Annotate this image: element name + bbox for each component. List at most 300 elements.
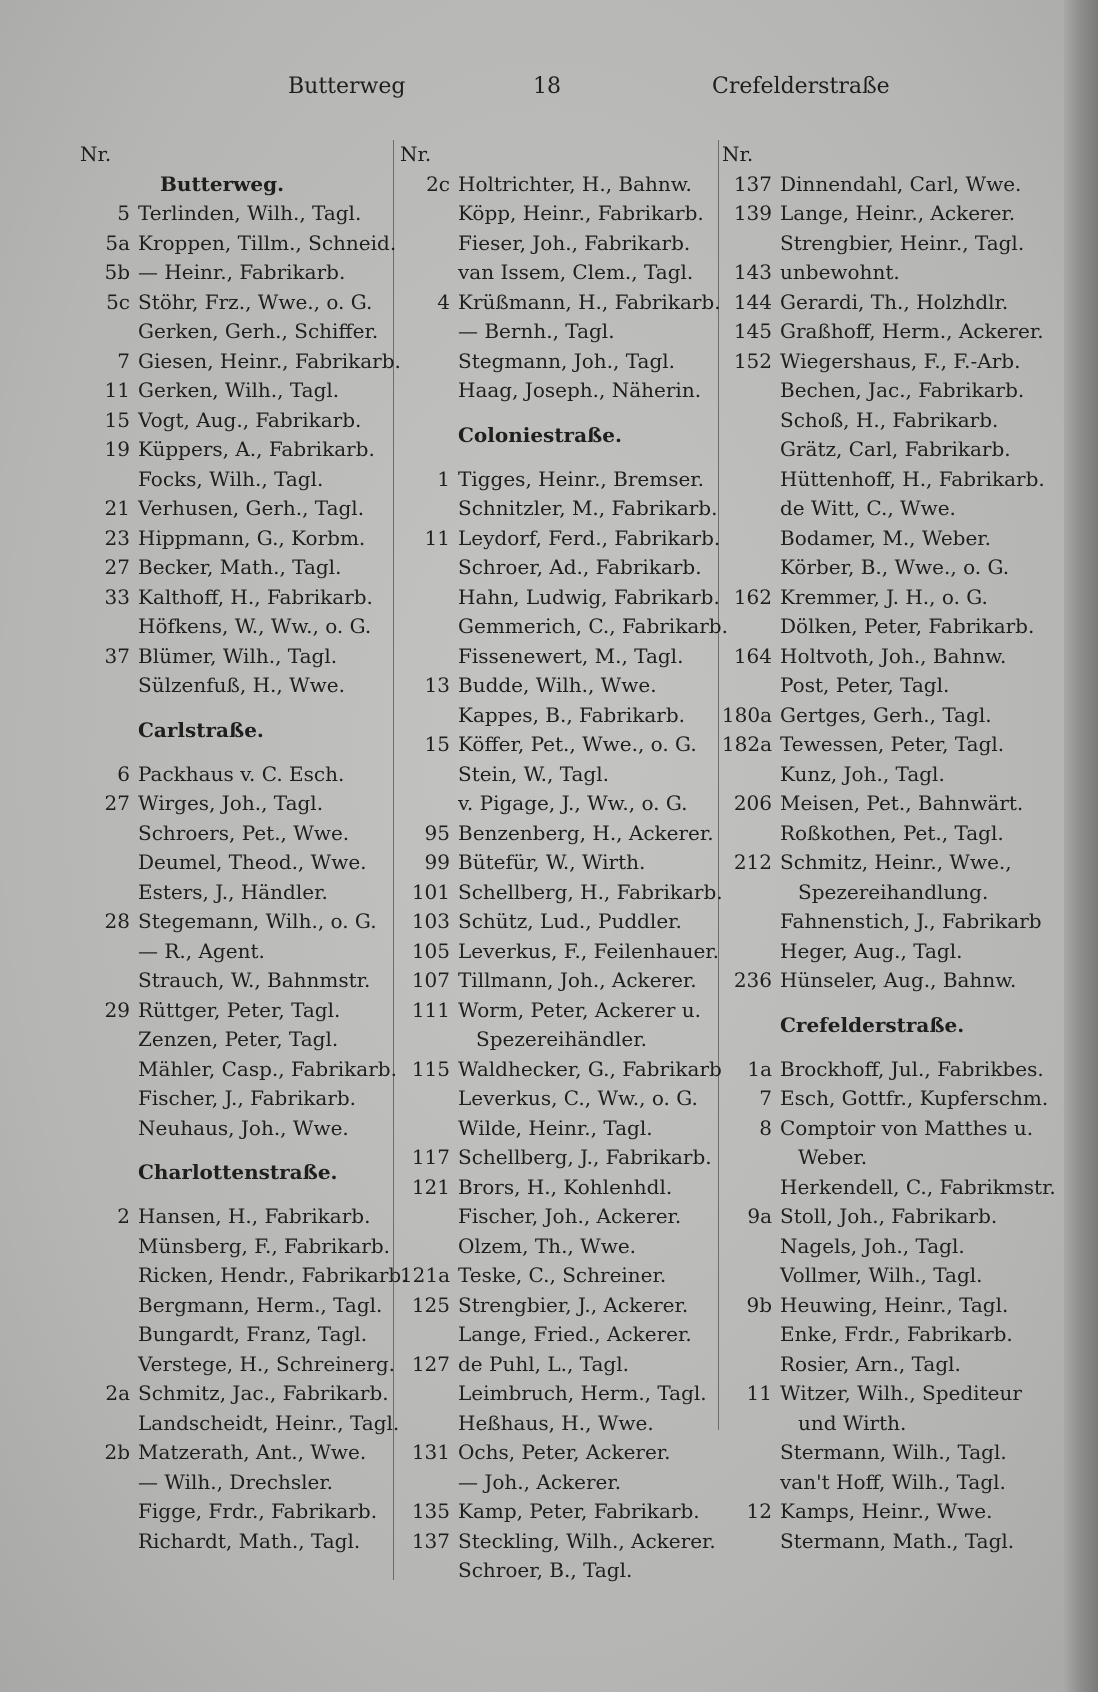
resident-entry <box>398 1261 710 1291</box>
resident-text: Kamp, Peter, Fabrikarb. <box>458 1499 700 1523</box>
street-heading: Butterweg. <box>160 171 285 196</box>
house-number: 137 <box>733 171 772 196</box>
resident-entry <box>78 258 388 288</box>
resident-text: — Heinr., Fabrikarb. <box>138 260 346 284</box>
resident-entry <box>720 966 1050 996</box>
resident-entry <box>78 1527 388 1557</box>
house-number <box>78 937 138 967</box>
nr-column-label: Nr. <box>722 142 754 166</box>
house-number: 11 <box>424 525 450 550</box>
house-number: 212 <box>733 850 772 874</box>
resident-entry <box>720 199 1050 229</box>
resident-text: Witzer, Wilh., Spediteur <box>780 1381 1022 1405</box>
house-number <box>720 524 780 554</box>
resident-entry <box>78 1025 388 1055</box>
resident-entry <box>398 494 718 524</box>
resident-entry <box>720 848 1050 878</box>
house-number: 115 <box>411 1056 450 1081</box>
resident-entry <box>78 819 388 849</box>
house-number: 121a <box>399 1263 450 1287</box>
resident-entry <box>398 317 710 347</box>
house-number <box>398 494 458 524</box>
resident-entry <box>398 524 721 554</box>
house-number: 5c <box>106 289 130 314</box>
resident-entry <box>720 435 1050 465</box>
resident-text: Grätz, Carl, Fabrikarb. <box>780 437 1011 461</box>
house-number <box>398 1202 458 1232</box>
resident-entry <box>398 1379 710 1409</box>
house-number <box>720 760 780 790</box>
resident-text: Bodamer, M., Weber. <box>780 525 992 550</box>
resident-entry <box>720 1379 1050 1409</box>
house-number <box>398 1379 458 1409</box>
house-number: 21 <box>104 496 130 520</box>
resident-entry <box>398 199 710 229</box>
house-number: 23 <box>104 525 130 550</box>
house-number <box>78 1468 138 1498</box>
house-number <box>720 1468 780 1498</box>
house-number <box>78 966 138 996</box>
resident-text: Stegemann, Wilh., o. G. <box>138 909 377 933</box>
house-number <box>398 701 458 731</box>
house-number <box>78 612 138 642</box>
resident-entry <box>78 465 388 495</box>
resident-entry <box>78 583 388 613</box>
resident-entry <box>398 583 720 613</box>
house-number: 12 <box>746 1499 772 1523</box>
resident-entry <box>720 583 1050 613</box>
resident-text: Vollmer, Wilh., Tagl. <box>780 1263 983 1287</box>
house-number <box>78 1084 138 1114</box>
house-number <box>720 1261 780 1291</box>
resident-text: Tewessen, Peter, Tagl. <box>780 732 1005 756</box>
resident-entry <box>78 1261 408 1291</box>
house-number: 152 <box>733 348 772 373</box>
house-number: 1a <box>747 1056 772 1081</box>
resident-text: Heuwing, Heinr., Tagl. <box>780 1292 1009 1317</box>
resident-text: de Puhl, L., Tagl. <box>458 1351 629 1376</box>
resident-entry <box>398 288 721 318</box>
resident-entry <box>398 1291 710 1321</box>
house-number: 15 <box>424 732 450 756</box>
resident-text: — Wilh., Drechsler. <box>138 1469 334 1494</box>
house-number <box>398 553 458 583</box>
house-number <box>78 1350 138 1380</box>
resident-text: Waldhecker, G., Fabrikarb <box>458 1056 722 1081</box>
resident-text: und Wirth. <box>798 1410 907 1435</box>
house-number: 28 <box>104 909 130 933</box>
resident-text: Dölken, Peter, Fabrikarb. <box>780 614 1035 638</box>
resident-entry <box>720 1438 1050 1468</box>
resident-text: Stöhr, Frz., Wwe., o. G. <box>138 289 373 314</box>
house-number <box>78 819 138 849</box>
resident-entry <box>78 317 388 347</box>
house-number: 6 <box>117 761 130 786</box>
resident-text: Tigges, Heinr., Bremser. <box>458 466 705 491</box>
house-number: 105 <box>411 938 450 963</box>
house-number: 27 <box>104 791 130 815</box>
resident-entry <box>78 907 388 937</box>
house-number <box>78 848 138 878</box>
header-left-street: Butterweg <box>288 74 406 99</box>
resident-text: Lange, Fried., Ackerer. <box>458 1322 692 1346</box>
resident-text: Fieser, Joh., Fabrikarb. <box>458 230 691 255</box>
house-number: 11 <box>104 378 130 402</box>
house-number <box>398 1232 458 1262</box>
resident-text: Focks, Wilh., Tagl. <box>138 466 324 491</box>
resident-text: Gertges, Gerh., Tagl. <box>780 702 992 727</box>
house-number: 101 <box>411 879 450 904</box>
resident-text: unbewohnt. <box>780 260 900 284</box>
resident-entry <box>720 819 1050 849</box>
resident-text: van't Hoff, Wilh., Tagl. <box>780 1469 1006 1494</box>
resident-entry <box>720 760 1050 790</box>
resident-text: Worm, Peter, Ackerer u. <box>458 997 701 1022</box>
resident-text: Richardt, Math., Tagl. <box>138 1528 361 1553</box>
resident-text: Kremmer, J. H., o. G. <box>780 584 988 609</box>
house-number <box>398 583 458 613</box>
resident-text: Körber, B., Wwe., o. G. <box>780 555 1010 579</box>
resident-text: Mähler, Casp., Fabrikarb. <box>138 1056 397 1081</box>
resident-text: Münsberg, F., Fabrikarb. <box>138 1233 391 1258</box>
house-number: 2c <box>426 171 450 196</box>
house-number: 95 <box>424 820 450 845</box>
resident-entry <box>398 1497 710 1527</box>
resident-text: Fischer, J., Fabrikarb. <box>138 1086 357 1110</box>
resident-text: Weber. <box>798 1145 868 1169</box>
resident-text: Olzem, Th., Wwe. <box>458 1233 637 1258</box>
resident-text: Stein, W., Tagl. <box>458 761 609 786</box>
resident-text: Gerken, Wilh., Tagl. <box>138 378 340 402</box>
house-number: 135 <box>411 1499 450 1523</box>
resident-entry <box>78 642 388 672</box>
street-heading: Crefelderstraße. <box>780 1012 965 1037</box>
house-number <box>720 612 780 642</box>
resident-text: Bechen, Jac., Fabrikarb. <box>780 378 1025 402</box>
resident-entry <box>720 553 1050 583</box>
resident-text: Budde, Wilh., Wwe. <box>458 673 657 697</box>
resident-entry <box>720 671 1050 701</box>
house-number <box>78 1291 138 1321</box>
resident-text: Enke, Frdr., Fabrikarb. <box>780 1322 1013 1346</box>
resident-text: Giesen, Heinr., Fabrikarb. <box>138 348 401 373</box>
resident-entry <box>720 1202 1050 1232</box>
resident-entry <box>720 494 1050 524</box>
nr-column-label: Nr. <box>400 142 432 166</box>
resident-entry <box>78 1438 388 1468</box>
house-number <box>398 612 458 642</box>
house-number <box>720 1409 780 1439</box>
resident-entry <box>78 1114 388 1144</box>
resident-text: Fischer, Joh., Ackerer. <box>458 1204 682 1228</box>
resident-entry <box>720 642 1050 672</box>
house-number <box>78 465 138 495</box>
house-number: 99 <box>424 850 450 874</box>
resident-entry <box>398 966 710 996</box>
resident-text: Fahnenstich, J., Fabrikarb <box>780 909 1042 933</box>
house-number: 7 <box>759 1086 772 1110</box>
resident-text: Strengbier, Heinr., Tagl. <box>780 230 1025 255</box>
resident-text: Meisen, Pet., Bahnwärt. <box>780 791 1024 815</box>
resident-text: — Joh., Ackerer. <box>458 1469 622 1494</box>
house-number: 145 <box>733 319 772 343</box>
resident-entry <box>720 1497 1050 1527</box>
house-number <box>720 435 780 465</box>
resident-text: Blümer, Wilh., Tagl. <box>138 643 338 668</box>
resident-text: Wilde, Heinr., Tagl. <box>458 1115 653 1140</box>
house-number <box>720 465 780 495</box>
resident-entry <box>398 1114 710 1144</box>
house-number: 27 <box>104 555 130 579</box>
resident-text: Deumel, Theod., Wwe. <box>138 850 367 874</box>
house-number: 29 <box>104 997 130 1022</box>
house-number <box>398 258 458 288</box>
resident-text: Stermann, Math., Tagl. <box>780 1528 1015 1553</box>
resident-entry <box>78 199 388 229</box>
resident-text: — R., Agent. <box>138 938 265 963</box>
resident-text: Verhusen, Gerh., Tagl. <box>138 496 365 520</box>
resident-entry <box>720 347 1050 377</box>
resident-text: Haag, Joseph., Näherin. <box>458 378 702 402</box>
resident-entry <box>78 1055 397 1085</box>
house-number: 162 <box>733 584 772 609</box>
resident-entry <box>720 170 1050 200</box>
resident-text: Küppers, A., Fabrikarb. <box>138 437 375 461</box>
resident-text: Brors, H., Kohlenhdl. <box>458 1174 673 1199</box>
house-number <box>720 1143 780 1173</box>
house-number: 33 <box>104 584 130 609</box>
resident-text: Schmitz, Jac., Fabrikarb. <box>138 1381 389 1405</box>
resident-entry <box>78 1497 388 1527</box>
resident-entry <box>78 848 388 878</box>
resident-entry <box>78 494 388 524</box>
resident-text: Becker, Math., Tagl. <box>138 555 342 579</box>
resident-entry <box>398 1438 710 1468</box>
house-number <box>398 1025 458 1055</box>
resident-entry <box>398 701 710 731</box>
resident-entry <box>720 465 1050 495</box>
resident-text: Wiegershaus, F., F.-Arb. <box>780 348 1021 373</box>
resident-entry <box>78 435 388 465</box>
house-number <box>720 878 780 908</box>
house-number <box>398 642 458 672</box>
resident-text: Schütz, Lud., Puddler. <box>458 909 682 933</box>
resident-text: Schroer, Ad., Fabrikarb. <box>458 555 702 579</box>
resident-text: Zenzen, Peter, Tagl. <box>138 1027 339 1051</box>
resident-entry <box>398 907 710 937</box>
resident-entry <box>720 907 1050 937</box>
resident-entry <box>398 671 710 701</box>
house-number <box>78 1025 138 1055</box>
house-number: 206 <box>733 791 772 815</box>
resident-entry <box>398 258 710 288</box>
resident-text: Stermann, Wilh., Tagl. <box>780 1440 1007 1464</box>
house-number: 143 <box>733 260 772 284</box>
resident-text: Lange, Heinr., Ackerer. <box>780 201 1016 225</box>
house-number <box>78 1114 138 1144</box>
house-number: 2 <box>117 1204 130 1228</box>
resident-entry <box>398 848 710 878</box>
resident-text: Brockhoff, Jul., Fabrikbes. <box>780 1056 1044 1081</box>
resident-text: Hansen, H., Fabrikarb. <box>138 1204 371 1228</box>
resident-entry <box>398 1527 716 1557</box>
house-number <box>398 789 458 819</box>
resident-entry <box>720 1527 1050 1557</box>
resident-entry <box>398 1232 710 1262</box>
resident-text: Schellberg, J., Fabrikarb. <box>458 1145 712 1169</box>
house-number: 9a <box>747 1204 772 1228</box>
house-number <box>720 1438 780 1468</box>
resident-entry <box>720 1055 1050 1085</box>
resident-entry <box>398 642 710 672</box>
resident-text: Terlinden, Wilh., Tagl. <box>138 201 362 225</box>
resident-text: Schellberg, H., Fabrikarb. <box>458 879 723 904</box>
house-number <box>398 229 458 259</box>
resident-entry <box>720 1232 1050 1262</box>
resident-text: Comptoir von Matthes u. <box>780 1115 1034 1140</box>
house-number <box>78 1261 138 1291</box>
resident-entry <box>398 1173 710 1203</box>
resident-entry <box>398 937 719 967</box>
resident-text: Teske, C., Schreiner. <box>458 1263 667 1287</box>
house-number <box>78 1055 138 1085</box>
resident-entry <box>78 1291 388 1321</box>
resident-text: Strauch, W., Bahnmstr. <box>138 968 371 992</box>
house-number <box>720 907 780 937</box>
resident-text: Graßhoff, Herm., Ackerer. <box>780 319 1044 343</box>
resident-text: Gerken, Gerh., Schiffer. <box>138 319 379 343</box>
resident-entry <box>78 1232 391 1262</box>
house-number: 4 <box>437 289 450 314</box>
house-number: 19 <box>104 437 130 461</box>
resident-text: Kunz, Joh., Tagl. <box>780 761 945 786</box>
resident-entry <box>78 878 388 908</box>
resident-text: Schoß, H., Fabrikarb. <box>780 407 999 432</box>
resident-entry <box>720 1261 1050 1291</box>
house-number <box>78 878 138 908</box>
house-number: 37 <box>104 643 130 668</box>
resident-text: Schroer, B., Tagl. <box>458 1558 633 1582</box>
column-2 <box>398 140 728 1586</box>
resident-text: Spezereihandlung. <box>798 879 989 904</box>
house-number <box>720 229 780 259</box>
resident-text: Strengbier, J., Ackerer. <box>458 1292 689 1317</box>
house-number <box>398 317 458 347</box>
house-number <box>720 494 780 524</box>
resident-entry <box>720 258 1050 288</box>
column-1 <box>78 140 408 1556</box>
house-number: 131 <box>411 1440 450 1464</box>
resident-entry <box>720 937 1050 967</box>
house-number <box>398 1468 458 1498</box>
house-number: 182a <box>721 732 772 756</box>
house-number <box>398 199 458 229</box>
resident-entry <box>78 612 388 642</box>
resident-entry <box>398 465 710 495</box>
resident-entry <box>720 1084 1050 1114</box>
resident-entry <box>720 406 1050 436</box>
house-number <box>720 819 780 849</box>
house-number <box>78 1409 138 1439</box>
resident-entry <box>78 1350 396 1380</box>
resident-text: Tillmann, Joh., Ackerer. <box>458 968 697 992</box>
resident-text: Nagels, Joh., Tagl. <box>780 1233 965 1258</box>
resident-text: Gerardi, Th., Holzhdlr. <box>780 289 1009 314</box>
house-number: 137 <box>411 1528 450 1553</box>
house-number: 9b <box>746 1292 772 1317</box>
house-number: 117 <box>411 1145 450 1169</box>
resident-entry <box>78 1202 388 1232</box>
resident-text: Bergmann, Herm., Tagl. <box>138 1292 383 1317</box>
resident-entry <box>398 553 710 583</box>
resident-text: Hippmann, G., Korbm. <box>138 525 366 550</box>
house-number: 103 <box>411 909 450 933</box>
house-number <box>398 1084 458 1114</box>
resident-entry <box>398 1143 710 1173</box>
house-number <box>398 347 458 377</box>
resident-entry <box>720 229 1050 259</box>
resident-entry <box>78 406 388 436</box>
resident-text: Stoll, Joh., Fabrikarb. <box>780 1204 998 1228</box>
resident-text: Krüßmann, H., Fabrikarb. <box>458 289 721 314</box>
page-number: 18 <box>533 74 561 99</box>
resident-entry <box>720 1320 1050 1350</box>
header-right-street: Crefelderstraße <box>712 74 890 99</box>
resident-entry <box>398 376 710 406</box>
resident-entry <box>720 288 1050 318</box>
resident-entry <box>78 524 388 554</box>
resident-text: Esters, J., Händler. <box>138 879 328 904</box>
house-number <box>78 1497 138 1527</box>
house-number: 107 <box>411 968 450 992</box>
resident-text: Verstege, H., Schreinerg. <box>138 1351 396 1376</box>
resident-text: Leverkus, C., Ww., o. G. <box>458 1086 698 1110</box>
resident-entry <box>720 730 1050 760</box>
resident-entry <box>398 996 710 1026</box>
resident-text: — Bernh., Tagl. <box>458 319 615 343</box>
resident-entry <box>398 1025 710 1055</box>
resident-entry <box>720 789 1050 819</box>
resident-entry <box>398 1055 722 1085</box>
resident-text: Schroers, Pet., Wwe. <box>138 820 350 845</box>
resident-text: Bütefür, W., Wirth. <box>458 850 646 874</box>
house-number: 13 <box>424 673 450 697</box>
column-3 <box>720 140 1056 1556</box>
house-number <box>398 376 458 406</box>
resident-entry <box>78 1379 388 1409</box>
house-number: 5a <box>105 230 130 255</box>
house-number: 139 <box>733 201 772 225</box>
resident-text: Esch, Gottfr., Kupferschm. <box>780 1086 1049 1110</box>
house-number <box>78 671 138 701</box>
resident-text: Ochs, Peter, Ackerer. <box>458 1440 671 1464</box>
resident-text: Köffer, Pet., Wwe., o. G. <box>458 732 697 756</box>
resident-entry <box>78 288 388 318</box>
resident-entry <box>398 819 714 849</box>
house-number: 180a <box>721 702 772 727</box>
resident-entry <box>78 966 388 996</box>
resident-text: Steckling, Wilh., Ackerer. <box>458 1528 716 1553</box>
resident-text: Heger, Aug., Tagl. <box>780 938 963 963</box>
resident-entry <box>720 878 1050 908</box>
resident-entry <box>398 1202 710 1232</box>
resident-entry <box>78 789 388 819</box>
house-number: 5 <box>117 201 130 225</box>
resident-entry <box>78 760 388 790</box>
resident-text: Stegmann, Joh., Tagl. <box>458 348 676 373</box>
resident-text: Dinnendahl, Carl, Wwe. <box>780 171 1022 196</box>
resident-entry <box>398 1468 710 1498</box>
